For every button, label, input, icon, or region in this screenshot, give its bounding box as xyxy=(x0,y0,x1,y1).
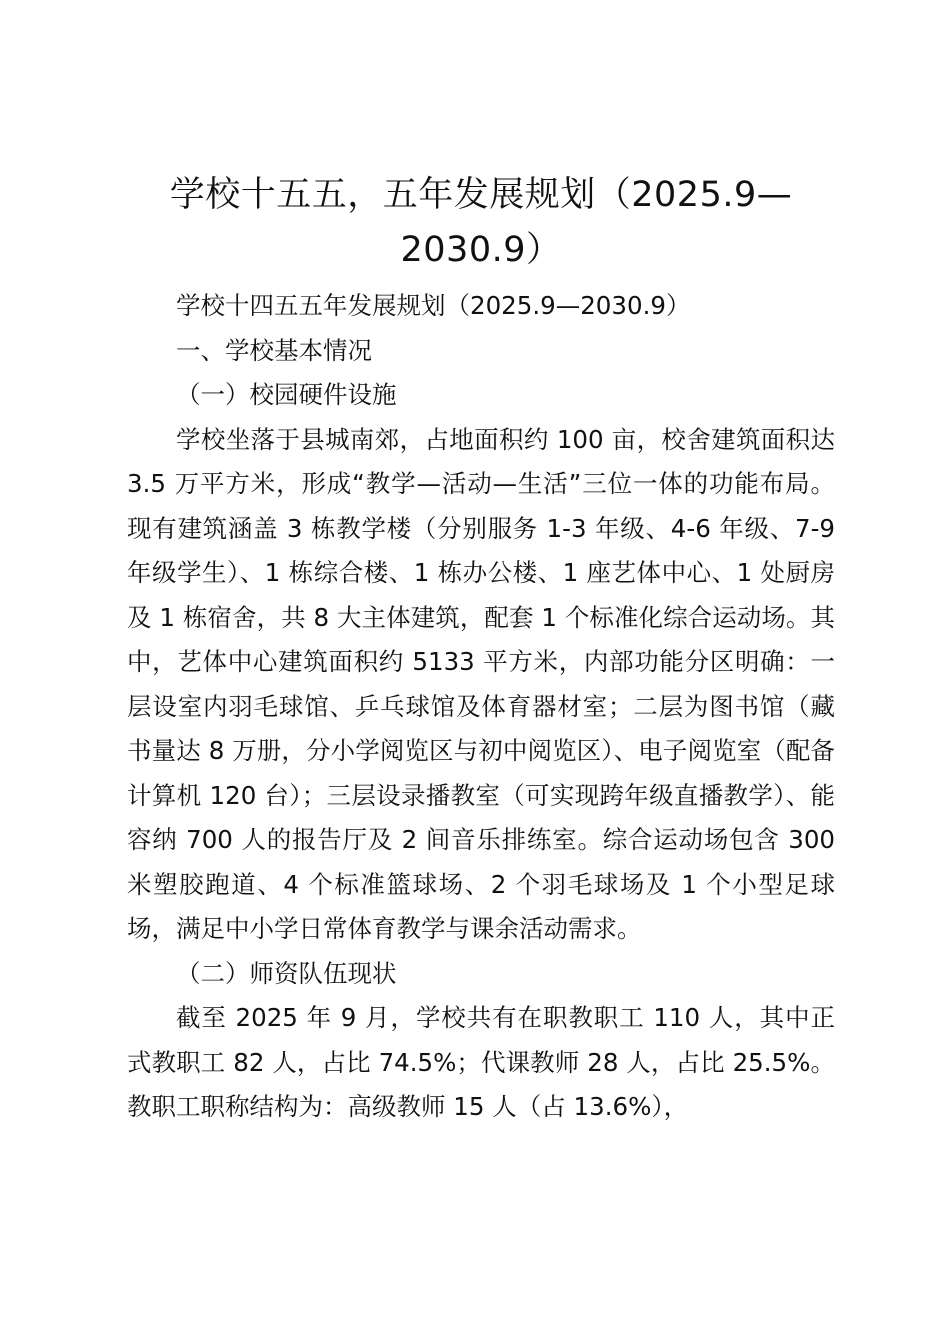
document-body xyxy=(127,168,835,1130)
subtitle-paragraph: 学校十四五五年发展规划（2025.9—2030.9） xyxy=(176,291,691,320)
teachers-paragraph: 截至 2025 年 9 月，学校共有在职教职工 110 人，其中正式教职工 82 人，占比 74.5%；代课教师 28 人，占比 25.5%。教职工职称结构为：高级教师 15 人（占 13.6%）， xyxy=(127,1003,835,1121)
subsection-heading-facilities: （一）校园硬件设施 xyxy=(176,380,397,409)
facilities-paragraph: 学校坐落于县城南郊，占地面积约 100 亩，校舍建筑面积达 3.5 万平方米，形成“教学—活动—生活”三位一体的功能布局。现有建筑涵盖 3 栋教学楼（分别服务 1-3 年级、4-6 年级、7-9 年级学生）、1 栋综合楼、1 栋办公楼、1 座艺体中心、1 处厨房及 1 栋宿舍，共 8 大主体建筑，配套 1 个标准化综合运动场。其中，艺体中心建筑面积约 5133 平方米，内部功能分区明确：一层设室内羽毛球馆、乒乓球馆及体育器材室；二层为图书馆（藏书量达 8 万册，分小学阅览区与初中阅览区）、电子阅览室（配备计算机 120 台）；三层设录播教室（可实现跨年级直播教学）、能容纳 700 人的报告厅及 2 间音乐排练室。综合运动场包含 300 米塑胶跑道、4 个标准篮球场、2 个羽毛球场及 1 个小型足球场，满足中小学日常体育教学与课余活动需求。 xyxy=(127,424,835,943)
document-title: 学校十五五，五年发展规划（2025.9—2030.9） xyxy=(169,175,793,270)
section-heading-basic-info: 一、学校基本情况 xyxy=(176,335,372,365)
subsection-heading-teachers: （二）师资队伍现状 xyxy=(176,958,397,988)
